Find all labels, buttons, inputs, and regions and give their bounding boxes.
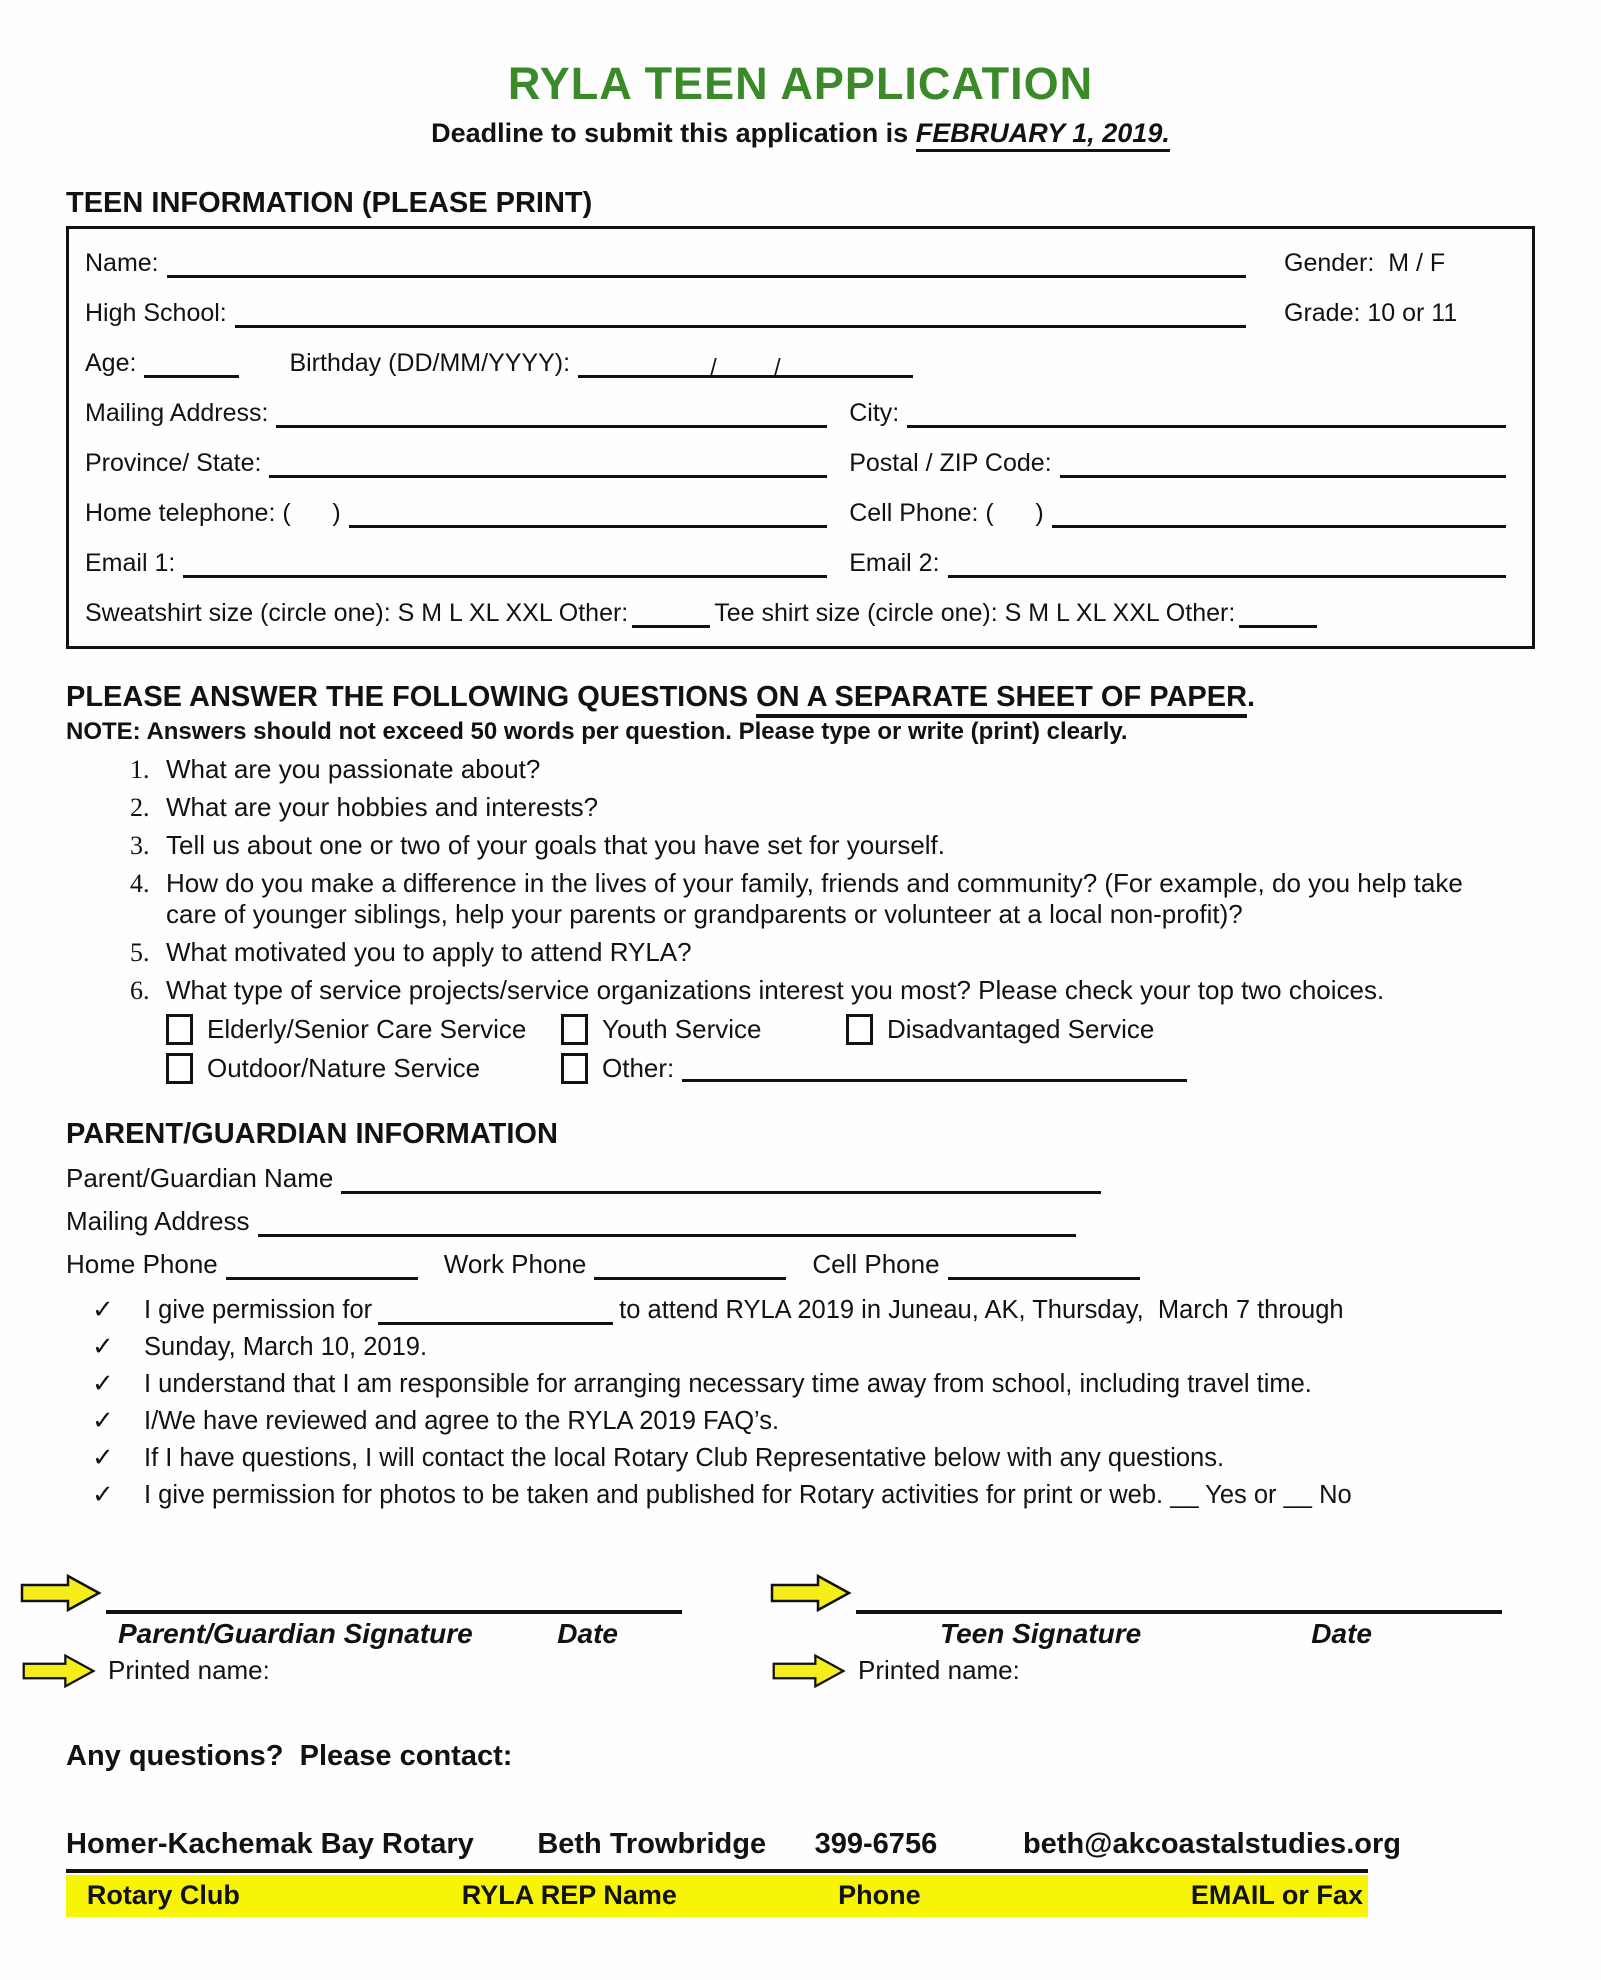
- high-school-label: High School:: [85, 299, 227, 327]
- email1-label: Email 1:: [85, 549, 176, 577]
- high-school-row: [85, 299, 1514, 328]
- parent-guardian-section: [66, 1118, 1535, 1510]
- birthday-input-line[interactable]: / /: [578, 354, 913, 378]
- grade-label[interactable]: Grade: 10 or 11: [1284, 299, 1458, 327]
- parent-name-input-line[interactable]: [341, 1167, 1101, 1194]
- city-label: City:: [849, 399, 900, 427]
- parent-mailing-address-input-line[interactable]: [258, 1210, 1076, 1237]
- permission-checklist: [66, 1294, 1535, 1510]
- teen-info-box: [66, 226, 1535, 649]
- parent-printed-name-label[interactable]: Printed name:: [108, 1654, 270, 1685]
- email1-input-line[interactable]: [183, 552, 827, 578]
- other-service-line[interactable]: [682, 1055, 1187, 1082]
- parent-signature-block: [20, 1572, 682, 1688]
- permission-suffix: to attend RYLA 2019 in Juneau, AK, Thursday, March 7 through: [619, 1296, 1344, 1324]
- address-city-row: [85, 399, 1514, 428]
- question-6: [156, 975, 1506, 1084]
- form-header: [66, 58, 1535, 149]
- phone-value: 399-6756: [814, 1828, 938, 1860]
- check-item-permission: [66, 1294, 1535, 1325]
- parent-name-label: Parent/Guardian Name: [66, 1163, 334, 1193]
- email2-input-line[interactable]: [948, 552, 1506, 578]
- teen-information-section: [66, 187, 1535, 649]
- parent-mailing-address-label: Mailing Address: [66, 1206, 250, 1236]
- parent-signature-line[interactable]: [106, 1580, 682, 1614]
- province-state-input-line[interactable]: [269, 452, 827, 478]
- work-phone-label: Work Phone: [443, 1249, 587, 1279]
- signature-section: [20, 1572, 1535, 1688]
- question-5: 5. What motivated you to apply to attend RYLA?: [156, 937, 1506, 968]
- question-2: 2. What are your hobbies and interests?: [156, 792, 1506, 823]
- tee-shirt-other-line[interactable]: [1239, 602, 1317, 628]
- mailing-address-input-line[interactable]: [276, 402, 827, 428]
- emails-row: [85, 549, 1514, 578]
- parent-name-row: [66, 1163, 1535, 1194]
- yellow-arrow-icon: [20, 1652, 102, 1688]
- parent-cell-phone-label: Cell Phone: [812, 1249, 940, 1279]
- home-phone-label: Home Phone: [66, 1249, 218, 1279]
- sweatshirt-size-label[interactable]: Sweatshirt size (circle one): S M L XL XXL Other:: [85, 599, 629, 627]
- postal-zip-label: Postal / ZIP Code:: [849, 449, 1052, 477]
- gender-label[interactable]: Gender: M / F: [1284, 249, 1446, 277]
- yellow-arrow-icon: [770, 1572, 852, 1614]
- permission-name-line[interactable]: [378, 1298, 613, 1325]
- checkbox-disadvantaged-service[interactable]: [846, 1014, 873, 1045]
- question-3: 3. Tell us about one or two of your goals that you have set for yourself.: [156, 830, 1506, 861]
- deadline-date: FEBRUARY 1, 2019.: [916, 118, 1170, 152]
- postal-zip-input-line[interactable]: [1060, 452, 1506, 478]
- parent-cell-phone-input-line[interactable]: [948, 1253, 1140, 1280]
- checkmark-icon: ✓: [92, 1479, 114, 1509]
- yellow-arrow-icon: [770, 1652, 852, 1688]
- teen-signature-label: Teen Signature: [940, 1618, 1142, 1649]
- teen-signature-line[interactable]: [856, 1580, 1502, 1614]
- checkmark-icon: ✓: [92, 1294, 114, 1324]
- service-choice-row-1: [166, 1014, 1506, 1045]
- parent-phones-row: [66, 1249, 1535, 1280]
- checkbox-outdoor-nature-service[interactable]: [166, 1053, 193, 1084]
- question-list: [66, 754, 1535, 1084]
- checkbox-other-service[interactable]: [561, 1053, 588, 1084]
- check-item-dates: ✓ Sunday, March 10, 2019.: [92, 1331, 428, 1361]
- sweatshirt-other-line[interactable]: [632, 602, 710, 628]
- name-label: Name:: [85, 249, 159, 277]
- question-4: 4. How do you make a difference in the lives of your family, friends and community? (For example, do you help take care of younger siblings, help your parents or grandparents or volunteer at a local non-profit)?: [156, 868, 1506, 930]
- email-fax-header: EMAIL or Fax: [1190, 1880, 1363, 1910]
- other-label: Other:: [602, 1053, 675, 1083]
- deadline-prefix: Deadline to submit this application is: [431, 118, 916, 148]
- city-input-line[interactable]: [907, 402, 1506, 428]
- check-item-school-time: ✓ I understand that I am responsible for arranging necessary time away from school, including travel time.: [92, 1368, 1312, 1398]
- cell-phone-label: Cell Phone: ( ): [849, 499, 1044, 527]
- phones-row: [85, 499, 1514, 528]
- questions-heading-prefix: PLEASE ANSWER THE FOLLOWING QUESTIONS: [66, 681, 757, 713]
- contact-heading: Any questions? Please contact:: [66, 1740, 513, 1772]
- check-item-contact-rep: ✓ If I have questions, I will contact the local Rotary Club Representative below with any questions.: [92, 1442, 1225, 1472]
- service-choices: [166, 1014, 1506, 1084]
- cell-phone-input-line[interactable]: [1052, 502, 1506, 528]
- phone-header: Phone: [838, 1880, 921, 1910]
- teen-date-label: Date: [1311, 1618, 1372, 1649]
- province-state-label: Province/ State:: [85, 449, 262, 477]
- teen-printed-name-label[interactable]: Printed name:: [858, 1654, 1020, 1685]
- checkmark-icon: ✓: [92, 1368, 114, 1398]
- high-school-input-line[interactable]: [235, 302, 1246, 328]
- mailing-address-label: Mailing Address:: [85, 399, 269, 427]
- parent-signature-label: Parent/Guardian Signature: [118, 1618, 473, 1649]
- checkbox-youth-service[interactable]: [561, 1014, 588, 1045]
- age-input-line[interactable]: [144, 352, 239, 378]
- tee-shirt-size-label[interactable]: Tee shirt size (circle one): S M L XL XXL Other:: [714, 599, 1236, 627]
- questions-heading-suffix: .: [1247, 681, 1256, 713]
- choice-label-youth: Youth Service: [602, 1014, 762, 1044]
- questions-heading-underlined: ON A SEPARATE SHEET OF PAPER: [756, 681, 1247, 718]
- birthday-label: Birthday (DD/MM/YYYY):: [289, 349, 571, 377]
- email2-label: Email 2:: [849, 549, 940, 577]
- check-item-faqs: ✓ I/We have reviewed and agree to the RYLA 2019 FAQ’s.: [92, 1405, 780, 1435]
- ryla-rep-name-value: Beth Trowbridge: [537, 1828, 767, 1860]
- check-item-photo-permission: ✓ I give permission for photos to be taken and published for Rotary activities for print or web. __ Yes or __ No: [92, 1479, 1352, 1509]
- name-input-line[interactable]: [167, 252, 1246, 278]
- age-birthday-row: [85, 349, 1514, 378]
- questions-section: [66, 681, 1535, 1084]
- shirt-sizes-row: [85, 599, 1514, 628]
- email-value[interactable]: beth@akcoastalstudies.org: [1022, 1828, 1401, 1860]
- province-zip-row: [85, 449, 1514, 478]
- checkmark-icon: ✓: [92, 1331, 114, 1361]
- checkbox-elderly-senior-care-service[interactable]: [166, 1014, 193, 1045]
- home-telephone-label: Home telephone: ( ): [85, 499, 341, 527]
- name-row: [85, 249, 1514, 278]
- checkmark-icon: ✓: [92, 1405, 114, 1435]
- questions-note: NOTE: Answers should not exceed 50 words per question. Please type or write (print) clearly.: [66, 718, 1128, 745]
- question-6-text: What type of service projects/service organizations interest you most? Please check your top two choices.: [166, 975, 1385, 1005]
- rotary-club-value: Homer-Kachemak Bay Rotary: [66, 1828, 474, 1860]
- choice-label-elderly: Elderly/Senior Care Service: [207, 1014, 527, 1044]
- home-telephone-input-line[interactable]: [349, 502, 828, 528]
- permission-prefix: I give permission for: [144, 1296, 373, 1324]
- yellow-arrow-icon: [20, 1572, 102, 1614]
- age-label: Age:: [85, 349, 137, 377]
- home-phone-input-line[interactable]: [226, 1253, 418, 1280]
- contact-values-row: [66, 1795, 1401, 1873]
- choice-label-disadvantaged: Disadvantaged Service: [887, 1014, 1155, 1044]
- page-title: RYLA TEEN APPLICATION: [507, 58, 1094, 109]
- question-1: 1. What are you passionate about?: [156, 754, 1506, 785]
- teen-info-heading: TEEN INFORMATION (PLEASE PRINT): [66, 187, 593, 219]
- deadline-text: [66, 118, 1535, 149]
- parent-info-heading: PARENT/GUARDIAN INFORMATION: [66, 1118, 558, 1150]
- contact-header-row: [66, 1875, 1368, 1917]
- questions-heading: [66, 681, 1535, 714]
- contact-section: [66, 1740, 1535, 1917]
- rotary-club-header: Rotary Club: [86, 1880, 240, 1910]
- checkmark-icon: ✓: [92, 1442, 114, 1472]
- parent-date-label: Date: [557, 1618, 618, 1649]
- teen-signature-block: [770, 1572, 1502, 1688]
- work-phone-input-line[interactable]: [594, 1253, 786, 1280]
- choice-label-outdoor: Outdoor/Nature Service: [207, 1053, 481, 1083]
- parent-address-row: [66, 1206, 1535, 1237]
- ryla-rep-name-header: RYLA REP Name: [461, 1880, 677, 1910]
- service-choice-row-2: [166, 1053, 1506, 1084]
